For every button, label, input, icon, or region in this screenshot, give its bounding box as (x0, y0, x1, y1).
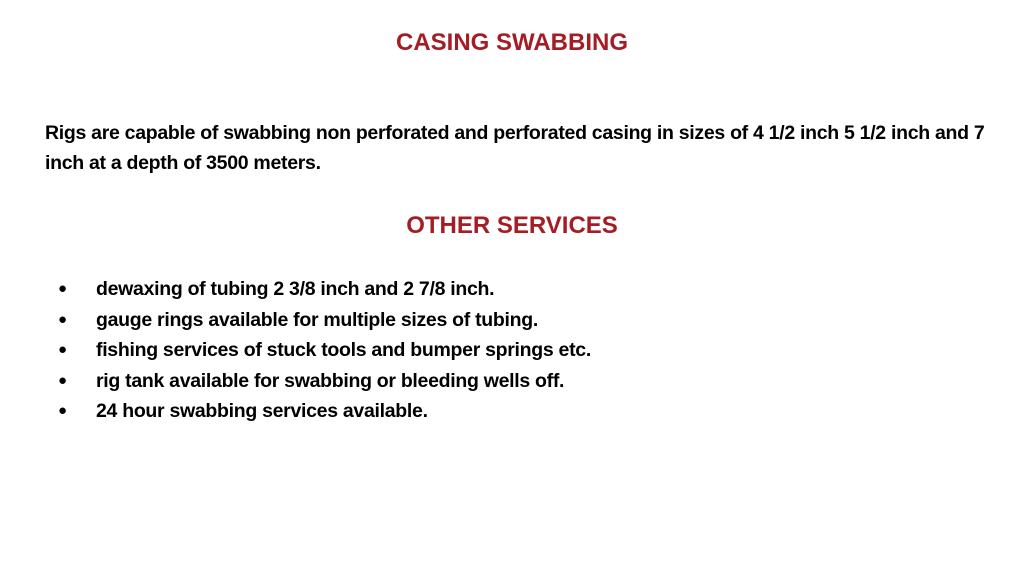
service-item-text: 24 hour swabbing services available. (96, 400, 428, 422)
casing-swabbing-title: CASING SWABBING (395, 29, 628, 56)
bullet-icon: ● (58, 371, 67, 389)
bullet-icon: ● (58, 341, 67, 358)
service-item-text: fishing services of stuck tools and bumper springs etc. (96, 339, 591, 361)
service-item-text: gauge rings available for multiple sizes of tubing. (96, 308, 538, 331)
service-item-text: rig tank available for swabbing or bleeding wells off. (96, 369, 565, 392)
bullet-icon: ● (58, 280, 67, 297)
other-services-title: OTHER SERVICES (406, 212, 618, 239)
bullet-icon: ● (58, 402, 67, 419)
bullet-icon: ● (58, 310, 67, 328)
casing-swabbing-description: Rigs are capable of swabbing non perforated and perforated casing in sizes of 4 1/2 inch 5 1/2 inch and 7 inch at a depth of 3500 meters. (45, 122, 985, 174)
service-item-text: dewaxing of tubing 2 3/8 inch and 2 7/8 inch. (96, 278, 495, 300)
